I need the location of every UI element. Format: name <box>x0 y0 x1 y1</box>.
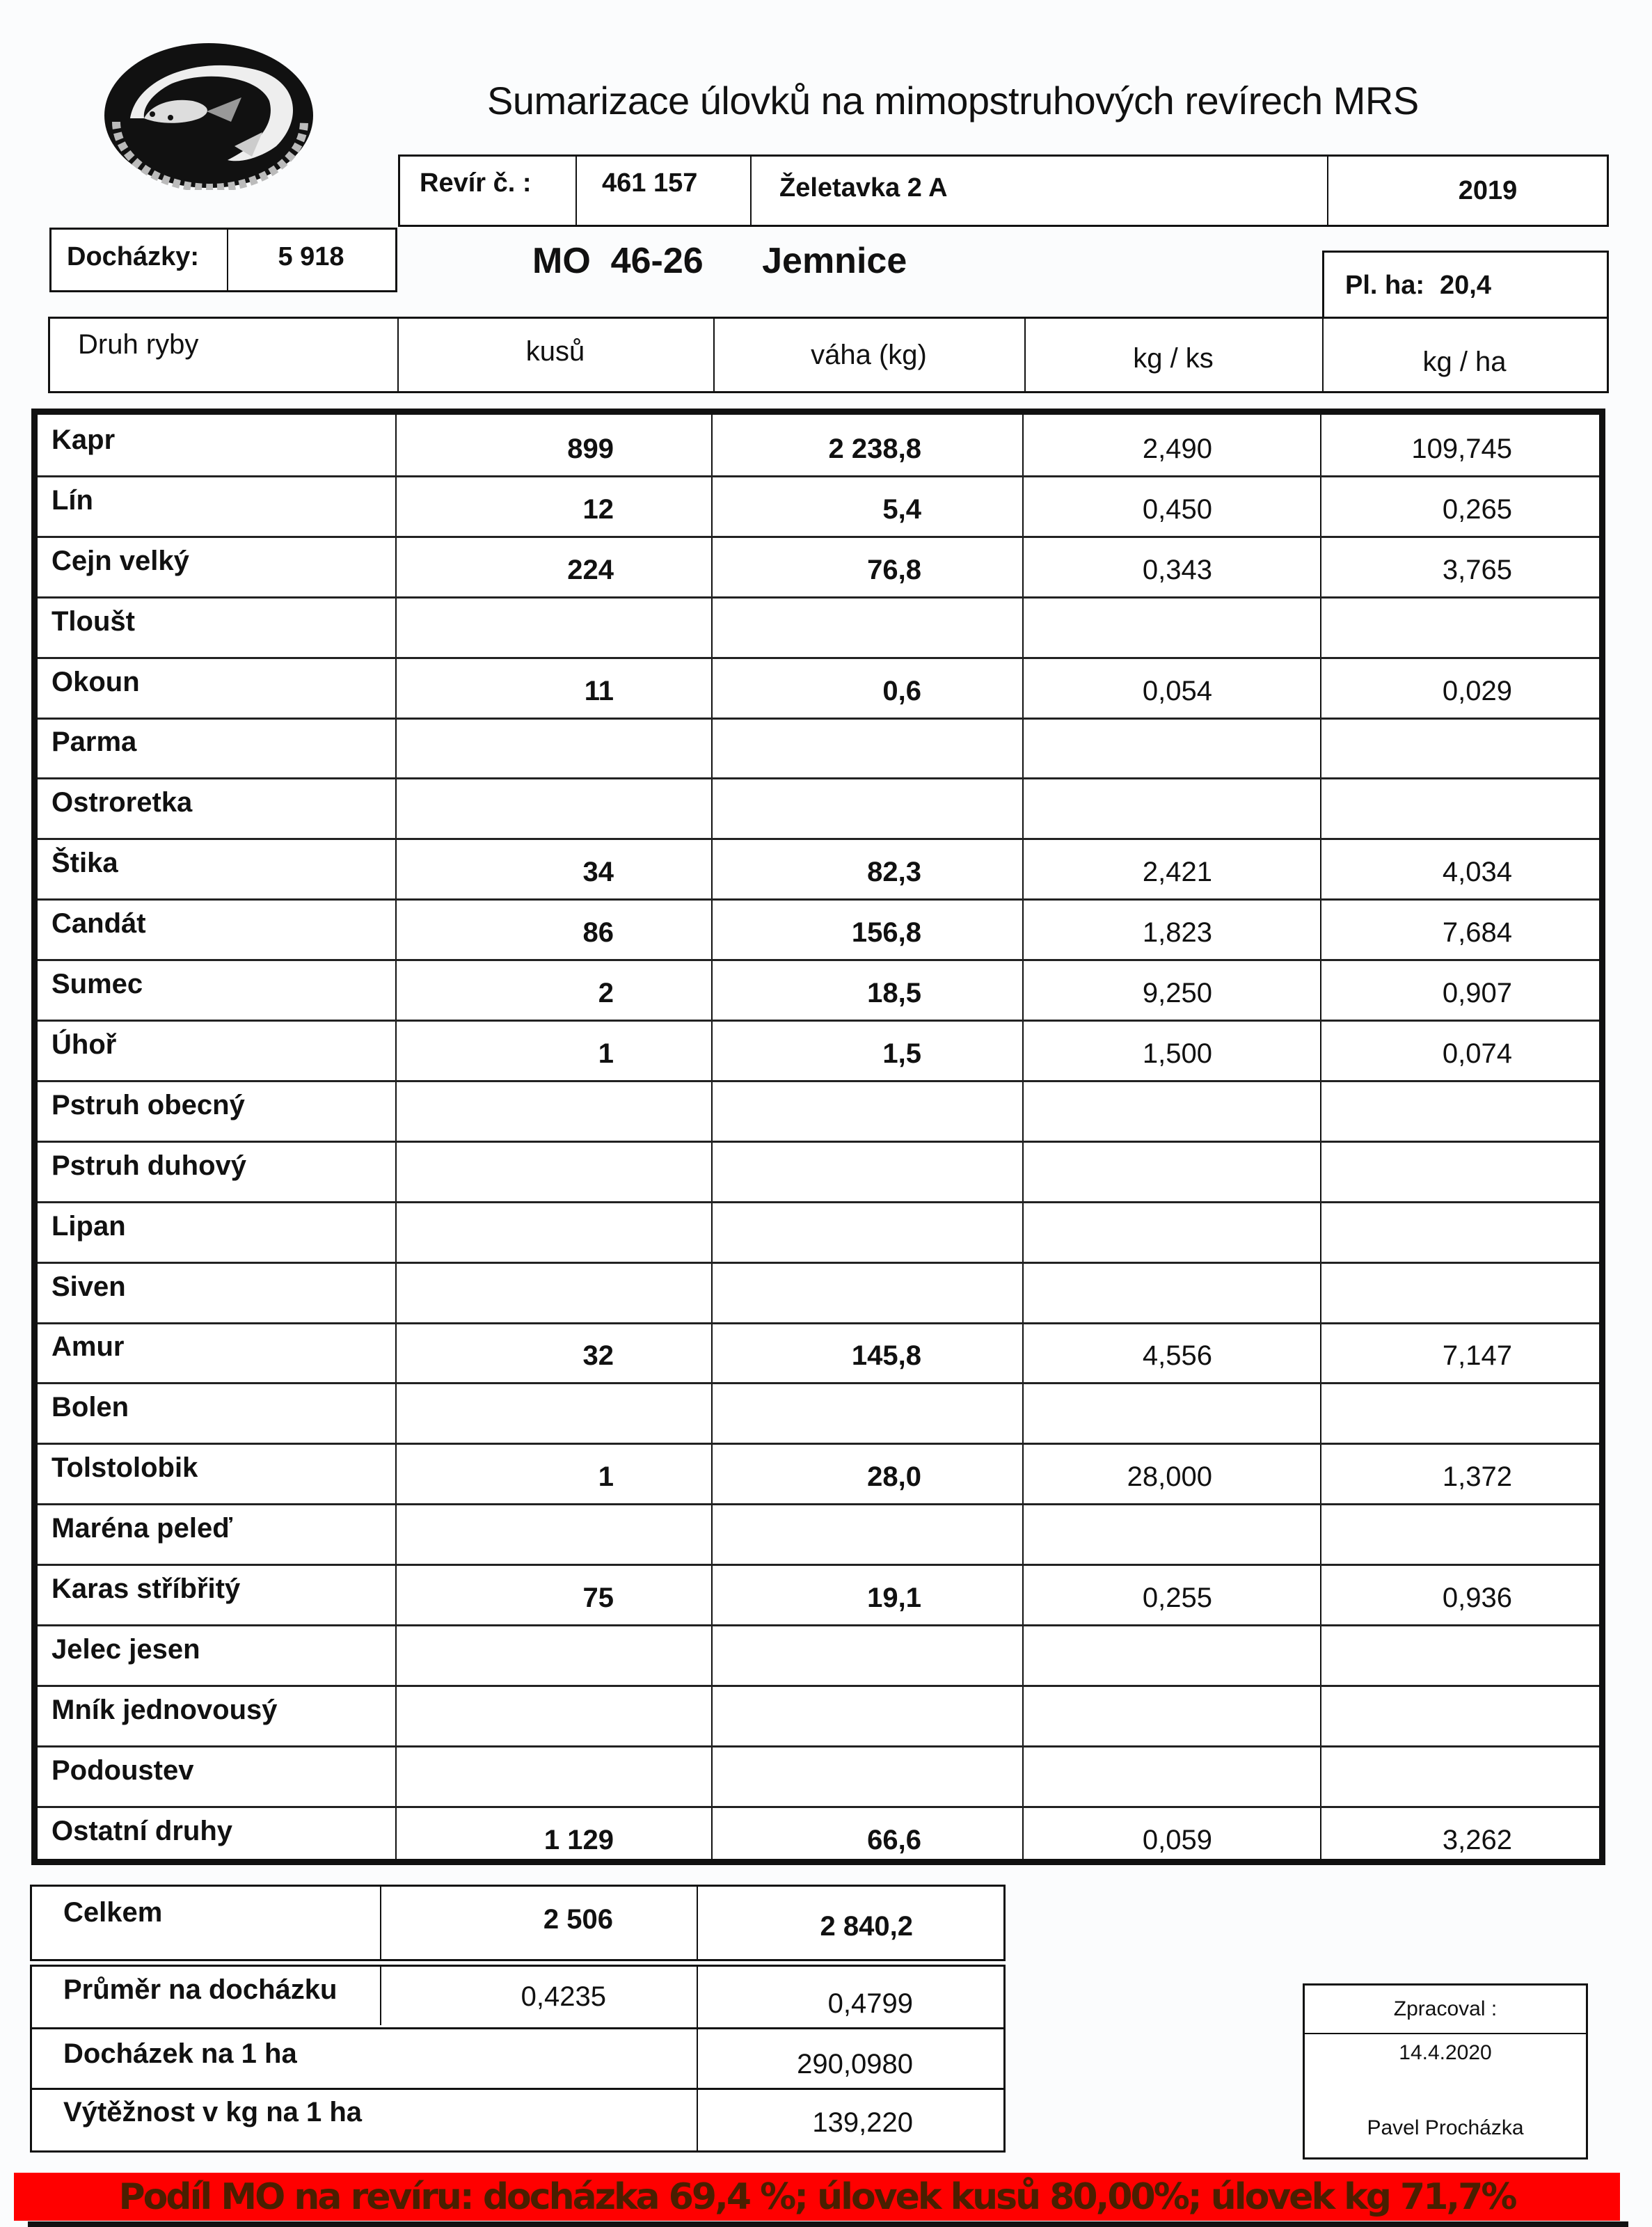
cell-kg-ha: 0,265 <box>1442 493 1512 525</box>
species-name: Mník jednovousý <box>51 1694 278 1725</box>
cell-vaha <box>711 722 1022 782</box>
cell-kg-ks: 9,250 <box>1142 978 1212 1009</box>
species-name: Tloušt <box>51 605 135 637</box>
column-header-kg-ks: kg / ks <box>1133 342 1214 374</box>
row-divider <box>38 1443 1599 1445</box>
row-divider <box>38 1080 1599 1082</box>
cell-kg-ha <box>1320 1628 1599 1689</box>
cell-kg-ks: 2,421 <box>1142 857 1212 888</box>
cell-vaha: 0,6 <box>882 675 921 706</box>
cell-kg-ks <box>1022 1689 1320 1750</box>
cell-kusu <box>395 1145 711 1205</box>
cell-kg-ks <box>1022 722 1320 782</box>
processed-label: Zpracoval : <box>1393 1997 1498 2020</box>
cell-kusu <box>395 722 711 782</box>
cell-kg-ks: 28,000 <box>1127 1461 1212 1493</box>
cell-kg-ks <box>1022 1386 1320 1447</box>
cell-vaha: 156,8 <box>851 917 921 949</box>
cell-vaha <box>711 1386 1022 1447</box>
cell-kg-ha: 7,684 <box>1442 917 1512 949</box>
cell-kg-ks: 0,450 <box>1142 493 1212 525</box>
organization-code: MO 46-26 <box>532 241 704 281</box>
row-divider <box>38 1503 1599 1505</box>
cell-vaha: 19,1 <box>867 1583 921 1614</box>
catch-table <box>31 409 1605 1865</box>
cell-vaha <box>711 1205 1022 1266</box>
cell-vaha <box>711 782 1022 842</box>
cell-kg-ha <box>1320 722 1599 782</box>
species-name: Siven <box>51 1271 126 1302</box>
average-kusu: 0,4235 <box>521 1981 606 2012</box>
species-name: Cejn velký <box>51 545 189 576</box>
cell-kusu: 11 <box>584 675 614 706</box>
row-divider <box>1305 2033 1586 2034</box>
cell-kg-ha: 109,745 <box>1411 433 1512 464</box>
row-divider <box>38 1322 1599 1324</box>
cell-kg-ha <box>1320 1084 1599 1145</box>
cell-vaha: 82,3 <box>867 857 921 888</box>
attendance-per-ha-label: Docházek na 1 ha <box>63 2038 297 2069</box>
row-divider <box>38 536 1599 538</box>
cell-kg-ks <box>1022 1628 1320 1689</box>
cell-kusu <box>395 1084 711 1145</box>
species-name: Štika <box>51 848 118 879</box>
dochazky-box <box>49 228 397 292</box>
row-divider <box>38 1564 1599 1566</box>
species-name: Okoun <box>51 666 140 697</box>
organization-line <box>532 240 907 282</box>
area-label: Pl. ha: <box>1345 270 1425 300</box>
divider <box>575 157 577 225</box>
species-name: Podoustev <box>51 1754 194 1786</box>
cell-kusu: 86 <box>582 917 614 949</box>
attendance-per-ha-value: 290,0980 <box>797 2049 913 2079</box>
revir-info-box <box>398 154 1609 227</box>
table-header <box>48 317 1609 393</box>
species-name: Karas stříbřitý <box>51 1574 241 1605</box>
area-content <box>1345 253 1491 318</box>
cell-kg-ks <box>1022 1084 1320 1145</box>
cell-vaha: 145,8 <box>851 1340 921 1372</box>
revir-year: 2019 <box>1458 175 1518 205</box>
total-kusu: 2 506 <box>543 1903 613 1935</box>
cell-kg-ha: 0,907 <box>1442 978 1512 1009</box>
row-divider <box>38 1262 1599 1264</box>
processed-date: 14.4.2020 <box>1399 2041 1492 2064</box>
cell-kusu <box>395 601 711 661</box>
cell-kg-ks <box>1022 1205 1320 1266</box>
row-divider <box>38 1382 1599 1384</box>
species-name: Ostatní druhy <box>51 1815 233 1846</box>
cell-kg-ha: 1,372 <box>1442 1461 1512 1493</box>
average-label: Průměr na docházku <box>63 1974 337 2005</box>
species-name: Sumec <box>51 969 143 1000</box>
divider <box>750 157 752 225</box>
species-name: Pstruh duhový <box>51 1150 247 1181</box>
area-value: 20,4 <box>1440 270 1491 300</box>
cell-kusu: 1 <box>598 1038 614 1069</box>
cell-kusu <box>395 1386 711 1447</box>
species-name: Bolen <box>51 1392 129 1423</box>
column-header-kusu: kusů <box>525 335 585 367</box>
cell-kusu: 899 <box>567 433 614 464</box>
revir-number: 461 157 <box>602 168 698 198</box>
cell-kusu: 32 <box>582 1340 614 1372</box>
row-divider <box>38 959 1599 961</box>
cell-kg-ks <box>1022 1145 1320 1205</box>
row-divider <box>38 838 1599 840</box>
total-vaha: 2 840,2 <box>820 1910 913 1942</box>
cell-kusu <box>395 782 711 842</box>
cell-vaha <box>711 1145 1022 1205</box>
species-name: Maréna peleď <box>51 1513 232 1544</box>
row-divider <box>38 777 1599 779</box>
cell-kg-ks: 2,490 <box>1142 433 1212 464</box>
fish-emblem-icon <box>102 42 315 190</box>
document-title: Sumarizace úlovků na mimopstruhových revírech MRS <box>487 79 1419 122</box>
dochazky-value: 5 918 <box>278 242 344 271</box>
cell-vaha: 76,8 <box>867 554 921 585</box>
cell-kg-ks: 0,343 <box>1142 554 1212 585</box>
species-name: Kapr <box>51 424 116 455</box>
cell-kg-ha: 3,765 <box>1442 554 1512 585</box>
bottom-edge <box>28 2221 1628 2227</box>
processed-by-box <box>1303 1983 1588 2159</box>
cell-kg-ks <box>1022 1507 1320 1568</box>
row-divider <box>38 1141 1599 1143</box>
cell-kg-ks: 1,500 <box>1142 1038 1212 1069</box>
revir-label: Revír č. : <box>420 168 532 198</box>
cell-kg-ks: 4,556 <box>1142 1340 1212 1372</box>
row-divider <box>38 475 1599 477</box>
row-divider <box>38 596 1599 599</box>
cell-kusu <box>395 1628 711 1689</box>
cell-vaha <box>711 1689 1022 1750</box>
cell-kg-ha <box>1320 1507 1599 1568</box>
cell-kg-ha: 0,029 <box>1442 675 1512 706</box>
cell-kg-ks <box>1022 1266 1320 1326</box>
cell-kg-ha <box>1320 1205 1599 1266</box>
yield-per-ha-value: 139,220 <box>812 2107 913 2138</box>
cell-vaha: 2 238,8 <box>828 433 921 464</box>
column-header-species: Druh ryby <box>78 328 199 360</box>
cell-kusu <box>395 1266 711 1326</box>
logo-graphic <box>102 42 315 190</box>
cell-kg-ha <box>1320 1266 1599 1326</box>
yield-per-ha-label: Výtěžnost v kg na 1 ha <box>63 2096 363 2127</box>
area-box <box>1322 251 1609 320</box>
cell-kg-ks: 0,054 <box>1142 675 1212 706</box>
cell-vaha: 5,4 <box>882 493 921 525</box>
organization-name: Jemnice <box>762 241 907 281</box>
cell-kg-ha: 0,936 <box>1442 1583 1512 1614</box>
total-box <box>30 1885 1006 1961</box>
cell-kg-ha <box>1320 782 1599 842</box>
cell-kusu <box>395 1507 711 1568</box>
cell-kg-ha <box>1320 1386 1599 1447</box>
species-name: Tolstolobik <box>51 1452 198 1484</box>
species-name: Úhoř <box>51 1029 117 1060</box>
cell-kg-ks <box>1022 601 1320 661</box>
row-divider <box>38 1020 1599 1022</box>
cell-kusu <box>395 1689 711 1750</box>
cell-kusu: 12 <box>582 493 614 525</box>
cell-kg-ha: 4,034 <box>1442 857 1512 888</box>
cell-vaha <box>711 1266 1022 1326</box>
row-divider <box>38 718 1599 720</box>
averages-box <box>30 1965 1006 2153</box>
column-header-vaha: váha (kg) <box>811 339 927 370</box>
row-divider <box>38 898 1599 901</box>
row-divider <box>38 1201 1599 1203</box>
cell-kusu: 2 <box>598 978 614 1009</box>
cell-kusu: 75 <box>582 1583 614 1614</box>
row-divider <box>38 657 1599 659</box>
processed-name: Pavel Procházka <box>1367 2116 1524 2139</box>
cell-kg-ha: 7,147 <box>1442 1340 1512 1372</box>
cell-vaha: 66,6 <box>867 1824 921 1855</box>
species-name: Lipan <box>51 1210 126 1242</box>
revir-name: Želetavka 2 A <box>779 173 948 203</box>
species-name: Ostroretka <box>51 787 193 818</box>
cell-kg-ks: 1,823 <box>1142 917 1212 949</box>
dochazky-label: Docházky: <box>67 242 200 271</box>
cell-kg-ks: 0,059 <box>1142 1824 1212 1855</box>
cell-vaha <box>711 1084 1022 1145</box>
cell-kg-ks <box>1022 1750 1320 1810</box>
cell-vaha <box>711 1628 1022 1689</box>
cell-kusu: 1 129 <box>543 1824 614 1855</box>
cell-kg-ha <box>1320 1145 1599 1205</box>
species-name: Pstruh obecný <box>51 1089 245 1120</box>
species-name: Jelec jesen <box>51 1633 200 1665</box>
species-name: Lín <box>51 484 93 516</box>
cell-vaha <box>711 601 1022 661</box>
share-banner: Podíl MO na revíru: docházka 69,4 %; úlovek kusů 80,00%; úlovek kg 71,7% <box>14 2173 1620 2221</box>
cell-kg-ha: 3,262 <box>1442 1824 1512 1855</box>
column-header-kg-ha: kg / ha <box>1422 346 1507 377</box>
cell-vaha <box>711 1750 1022 1810</box>
row-divider <box>38 1745 1599 1747</box>
cell-vaha <box>711 1507 1022 1568</box>
cell-kusu: 224 <box>567 554 614 585</box>
species-name: Parma <box>51 727 137 758</box>
cell-kg-ha: 0,074 <box>1442 1038 1512 1069</box>
cell-kusu: 1 <box>598 1461 614 1493</box>
cell-kg-ha <box>1320 1689 1599 1750</box>
row-divider <box>38 1806 1599 1808</box>
cell-kusu <box>395 1750 711 1810</box>
cell-vaha: 18,5 <box>867 978 921 1009</box>
total-label: Celkem <box>63 1896 163 1928</box>
cell-kg-ks <box>1022 782 1320 842</box>
row-divider <box>38 1624 1599 1626</box>
species-name: Amur <box>51 1331 125 1363</box>
cell-kg-ha <box>1320 1750 1599 1810</box>
cell-vaha: 28,0 <box>867 1461 921 1493</box>
cell-kusu: 34 <box>582 857 614 888</box>
species-name: Candát <box>51 908 146 940</box>
average-vaha: 0,4799 <box>827 1988 913 2019</box>
cell-kg-ks: 0,255 <box>1142 1583 1212 1614</box>
cell-kg-ha <box>1320 601 1599 661</box>
cell-vaha: 1,5 <box>882 1038 921 1069</box>
cell-kusu <box>395 1205 711 1266</box>
